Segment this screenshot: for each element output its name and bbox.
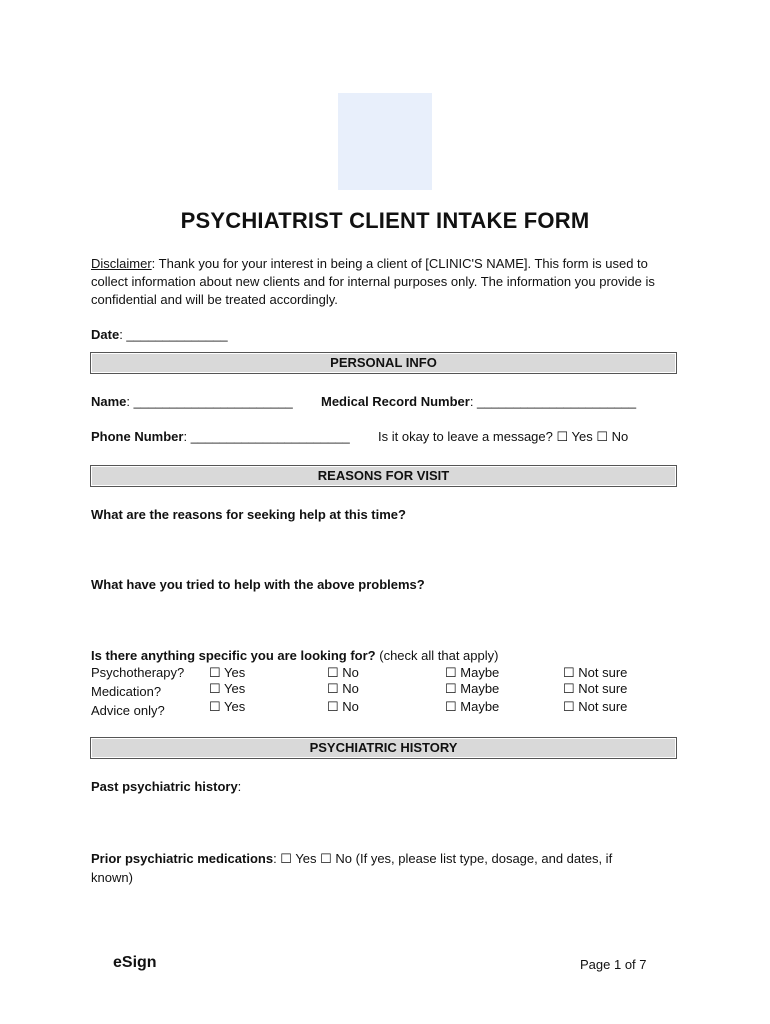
past-history-field[interactable] (91, 779, 241, 794)
esign-logo: eSign (113, 954, 157, 971)
date-field[interactable] (91, 327, 228, 342)
mrn-blank: : ______________________ (469, 394, 637, 409)
phone-blank: : ______________________ (183, 429, 350, 444)
question-tried: What have you tried to help with the above problems? (91, 577, 425, 592)
prior-medications-continuation: known) (91, 870, 133, 885)
question-looking-for-note: (check all that apply) (375, 648, 499, 663)
page-number: Page 1 of 7 (580, 957, 647, 972)
medication-yes-checkbox[interactable]: ☐ Yes (209, 681, 246, 696)
section-psychiatric-history: PSYCHIATRIC HISTORY (90, 737, 677, 759)
name-field[interactable] (91, 394, 293, 409)
psychotherapy-yes-checkbox[interactable]: ☐ Yes (209, 665, 246, 680)
disclaimer (91, 255, 681, 309)
psychotherapy-no-checkbox[interactable]: ☐ No (327, 665, 359, 680)
date-blank: : ______________ (119, 327, 228, 342)
name-label: Name (91, 394, 127, 409)
leave-message-yes-checkbox[interactable]: ☐ Yes (556, 429, 593, 444)
mrn-label: Medical Record Number (321, 394, 470, 409)
option-label-medication: Medication? (91, 684, 162, 699)
psychotherapy-maybe-checkbox[interactable]: ☐ Maybe (445, 665, 500, 680)
prior-medications-options[interactable]: : ☐ Yes ☐ No (If yes, please list type, dosage, and dates, if (273, 851, 613, 866)
page-title: PSYCHIATRIST CLIENT INTAKE FORM (180, 208, 590, 233)
advice-yes-checkbox[interactable]: ☐ Yes (209, 699, 246, 714)
leave-message-no-checkbox[interactable]: ☐ No (596, 429, 629, 444)
disclaimer-label: Disclaimer (91, 256, 152, 271)
disclaimer-text: : Thank you for your interest in being a client of [CLINIC'S NAME]. This form is used to collect information about new clients and for internal purposes only. The information you provide is confidential and will be treated accordingly. (91, 256, 655, 307)
section-reasons-for-visit: REASONS FOR VISIT (90, 465, 677, 487)
option-label-psychotherapy: Psychotherapy? (91, 665, 185, 680)
question-looking-for-bold: Is there anything specific you are looking for? (91, 648, 376, 663)
medication-maybe-checkbox[interactable]: ☐ Maybe (445, 681, 500, 696)
advice-no-checkbox[interactable]: ☐ No (327, 699, 359, 714)
question-looking-for (91, 648, 498, 663)
advice-not-sure-checkbox[interactable]: ☐ Not sure (563, 699, 628, 714)
phone-label: Phone Number (91, 429, 184, 444)
prior-medications-field (91, 849, 612, 887)
psychotherapy-not-sure-checkbox[interactable]: ☐ Not sure (563, 665, 628, 680)
question-reasons: What are the reasons for seeking help at this time? (91, 507, 406, 522)
option-label-advice: Advice only? (91, 703, 165, 718)
phone-number-field[interactable] (91, 429, 350, 444)
medication-not-sure-checkbox[interactable]: ☐ Not sure (563, 681, 628, 696)
past-history-colon: : (237, 779, 242, 794)
section-personal-info: PERSONAL INFO (90, 352, 677, 374)
prior-medications-label: Prior psychiatric medications (91, 851, 274, 866)
leave-message-label: Is it okay to leave a message? (378, 429, 553, 444)
past-history-label: Past psychiatric history (91, 779, 238, 794)
medication-no-checkbox[interactable]: ☐ No (327, 681, 359, 696)
name-blank: : ______________________ (126, 394, 293, 409)
medical-record-number-field[interactable] (321, 394, 636, 409)
date-label: Date (91, 327, 120, 342)
logo-placeholder (338, 93, 432, 190)
leave-message-question (378, 429, 628, 445)
advice-maybe-checkbox[interactable]: ☐ Maybe (445, 699, 500, 714)
